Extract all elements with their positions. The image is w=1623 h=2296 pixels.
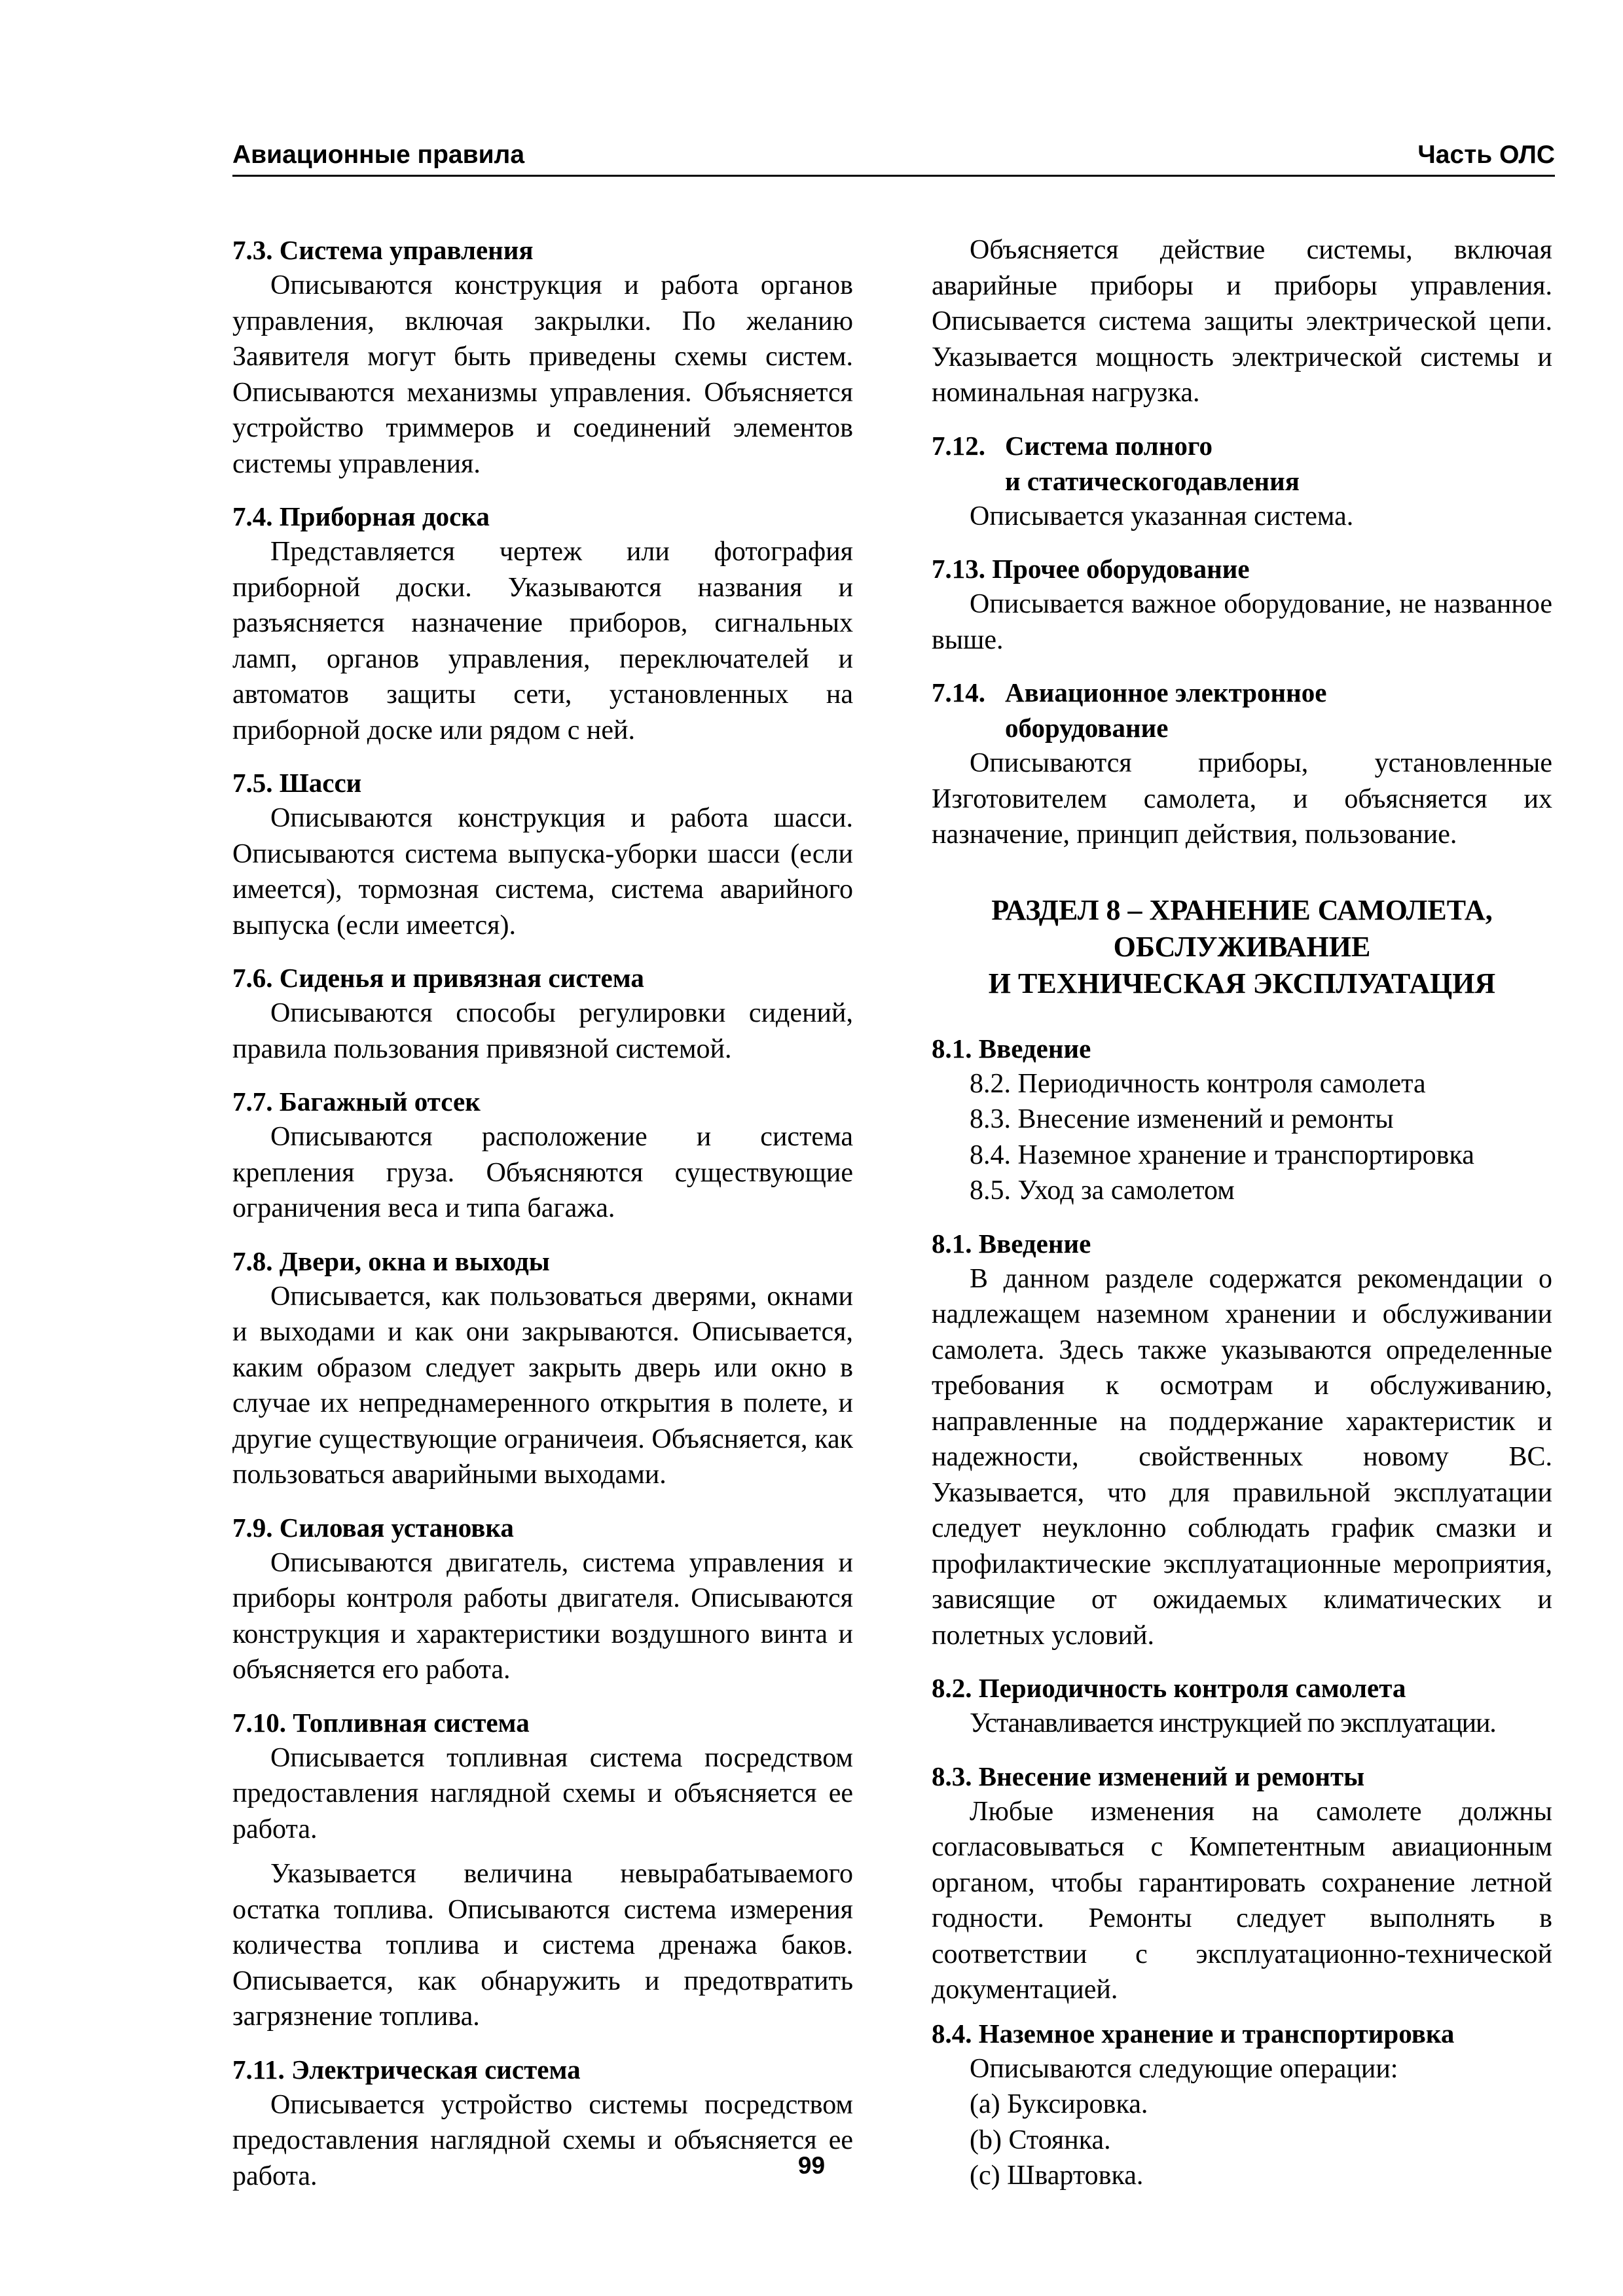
section-7-10 [232, 1705, 853, 2035]
section-heading: 7.11. Электрическая система [232, 2054, 581, 2085]
section-7-6 [232, 960, 853, 1067]
section-text: В данном разделе содержатся рекомендации о надлежащем наземном хранении и обслуживании самолета. Здесь также указываются определенные требования к осмотрам и обслуживанию, направленные на поддержание характеристик и надежности, свойственных новому ВС. Указывается, что для правильной эксплуатации следует неуклонно соблюдать график смазки и профилактические эксплуатационные мероприятия, зависящие от ожидаемых климатических и полетных условий. [932, 1263, 1552, 1651]
section-heading: 7.3. Система управления [232, 235, 534, 265]
section-text: Описываются способы регулировки сидений, правила пользования привязной системой. [232, 998, 853, 1064]
section-heading: 7.5. Шасси [232, 768, 362, 798]
section-heading: 7.7. Багажный отсек [232, 1086, 481, 1117]
section-text: Описывается устройство системы посредством предоставления наглядной схемы и объясняется ее работа. [232, 2089, 853, 2191]
chapter-heading-line: И ТЕХНИЧЕСКАЯ ЭКСПЛУАТАЦИЯ [988, 967, 1496, 999]
running-header [232, 134, 1555, 177]
section-text: Описываются следующие операции: [970, 2053, 1398, 2084]
page-number: 99 [797, 2152, 826, 2179]
section-text: Описывается топливная система посредством предоставления наглядной схемы и объясняется ее работа. [232, 1742, 853, 1844]
contents-item: 8.5. Уход за самолетом [970, 1175, 1235, 1206]
section-text: Описываются расположение и система крепления груза. Объясняются существующие ограничения веса и типа багажа. [232, 1122, 853, 1223]
section-heading: 7.4. Приборная доска [232, 501, 490, 531]
contents-item: 8.2. Периодичность контроля самолета [970, 1068, 1426, 1099]
section-heading: 7.10. Топливная система [232, 1707, 530, 1738]
section-heading: 7.6. Сиденья и привязная система [232, 963, 644, 993]
section-heading: 8.3. Внесение изменений и ремонты [932, 1761, 1365, 1791]
section-heading: 8.4. Наземное хранение и транспортировка [932, 2018, 1455, 2049]
section-8-2 [932, 1670, 1552, 1742]
section-8-3 [932, 1759, 1552, 2008]
header-right-title: Часть ОЛС [1417, 141, 1555, 169]
section-7-3 [232, 232, 853, 482]
chapter-heading-line: ОБСЛУЖИВАНИЕ [1113, 930, 1371, 963]
section-7-4 [232, 499, 853, 748]
section-text: Любые изменения на самолете должны согласовываться с Компетентным авиационным органом, чтобы гарантировать сохранение летной годности. Ремонты следует выполнять в соответствии с эксплуатационно-технической документацией. [932, 1796, 1552, 2005]
section-7-8 [232, 1244, 853, 1493]
section-7-7 [232, 1084, 853, 1227]
section-heading: 7.9. Силовая установка [232, 1512, 514, 1543]
chapter-heading-line: РАЗДЕЛ 8 – ХРАНЕНИЕ САМОЛЕТА, [991, 893, 1493, 926]
section-7-13 [932, 551, 1552, 658]
section-8-1 [932, 1226, 1552, 1654]
section-heading: 7.8. Двери, окна и выходы [232, 1246, 550, 1276]
list-item: (a) Буксировка. [970, 2089, 1148, 2119]
chapter-contents [932, 1031, 1552, 1209]
left-column [232, 232, 853, 2211]
section-text: Описывается указанная система. [970, 501, 1354, 531]
section-text: Описывается важное оборудование, не названное выше. [932, 589, 1552, 655]
section-text: Представляется чертеж или фотография приборной доски. Указываются названия и разъясняется назначение приборов, сигнальных ламп, органов управления, переключателей и автоматов защиты сети, установленных на приборной доске или рядом с ней. [232, 537, 853, 745]
section-7-14 [932, 675, 1552, 853]
section-text: Описывается, как пользоваться дверями, окнами и выходами и как они закрываются. Описывается, каким образом следует закрыть дверь или окно в случае их непреднамеренного открытия в полете, и другие существующие ограничеия. Объясняется, как пользоваться аварийными выходами. [232, 1281, 853, 1490]
list-item: (c) Швартовка. [970, 2161, 1144, 2191]
list-item: (b) Стоянка. [970, 2125, 1111, 2155]
right-column [932, 232, 1552, 2211]
section-heading: 8.1. Введение [932, 1228, 1091, 1259]
section-heading: 7.12. Система полного и статическогодавления [932, 430, 1300, 496]
header-left-title: Авиационные правила [232, 141, 525, 169]
section-7-11-continued [932, 232, 1552, 411]
section-text: Описываются конструкция и работа органов управления, включая закрылки. По желанию Заявителя могут быть приведены схемы систем. Описываются механизмы управления. Объясняется устройство триммеров и соединений элементов системы управления. [232, 270, 853, 479]
section-heading: 7.14. Авиационное электронное оборудование [932, 677, 1327, 743]
section-text: Описываются двигатель, система управления и приборы контроля работы двигателя. Описываются конструкция и характеристики воздушного винта и объясняется его работа. [232, 1547, 853, 1685]
contents-heading: 8.1. Введение [932, 1033, 1091, 1064]
section-7-9 [232, 1510, 853, 1688]
section-text: Объясняется действие системы, включая аварийные приборы и приборы управления. Описывается система защиты электрической цепи. Указывается мощность электрической системы и номинальная нагрузка. [932, 235, 1552, 408]
section-7-12 [932, 428, 1552, 535]
contents-item: 8.3. Внесение изменений и ремонты [970, 1104, 1394, 1134]
section-text: Устанавливается инструкцией по эксплуатации. [970, 1708, 1496, 1738]
section-heading: 8.2. Периодичность контроля самолета [932, 1673, 1406, 1703]
section-text: Указывается величина невырабатываемого остатка топлива. Описываются система измерения количества топлива и система дренажа баков. Описывается, как обнаружить и предотвратить загрязнение топлива. [232, 1859, 853, 2032]
section-text: Описываются конструкция и работа шасси. Описываются система выпуска-уборки шасси (если имеется), тормозная система, система аварийного выпуска (если имеется). [232, 803, 853, 941]
section-text: Описываются приборы, установленные Изготовителем самолета, и объясняется их назначение, принцип действия, пользование. [932, 748, 1552, 850]
chapter-heading [932, 892, 1552, 1002]
section-7-5 [232, 765, 853, 943]
section-heading: 7.13. Прочее оборудование [932, 554, 1250, 584]
contents-item: 8.4. Наземное хранение и транспортировка [970, 1139, 1474, 1170]
